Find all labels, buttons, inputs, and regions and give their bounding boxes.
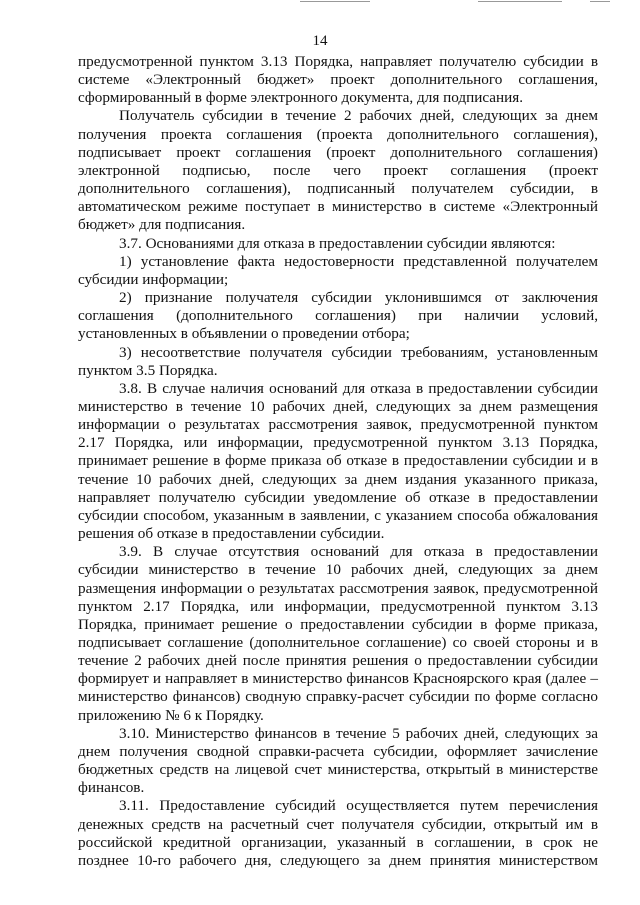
- paragraph-recipient-signing: Получатель субсидии в течение 2 рабочих дней, следующих за днем получения проекта соглашения (проекта дополнительного соглашения), подписывает проект соглашения (проект дополнительного соглашения) электронной подписью, после чего проект соглашения (проект дополнительного соглашения), подписанный получателем субсидии, в автоматическом режиме поступает в министерство в системе «Электронный бюджет» для подписания.: [78, 107, 598, 234]
- paragraph-3-10: 3.10. Министерство финансов в течение 5 рабочих дней, следующих за днем получения сводной справки-расчета субсидии, оформляет зачисление бюджетных средств на лицевой счет министерства, открытый в министерстве финансов.: [78, 724, 598, 797]
- list-item-3: 3) несоответствие получателя субсидии требованиям, установленным пунктом 3.5 Порядка.: [78, 343, 598, 379]
- list-item-1: 1) установление факта недостоверности представленной получателем субсидии информации;: [78, 252, 598, 288]
- list-item-2: 2) признание получателя субсидии уклонившимся от заключения соглашения (дополнительного соглашения) при наличии условий, установленных в объявлении о проведении отбора;: [78, 289, 598, 343]
- paragraph-3-8: 3.8. В случае наличия оснований для отказа в предоставлении субсидии министерство в течение 10 рабочих дней, следующих за днем размещения информации о результатах рассмотрения заявок, предусмотренной пунктом 2.17 Порядка, или информации, предусмотренной пунктом 3.13 Порядка, принимает решение в форме приказа об отказе в предоставлении субсидии и в течение 10 рабочих дней, следующих за днем издания указанного приказа, направляет получателю субсидии уведомление об отказе в предоставлении субсидии способом, указанным в заявлении, с указанием способа обжалования решения об отказе в предоставлении субсидии.: [78, 379, 598, 543]
- document-body: [78, 53, 598, 870]
- paragraph-3-11: 3.11. Предоставление субсидий осуществляется путем перечисления денежных средств на расчетный счет получателя субсидии, открытый им в российской кредитной организации, указанный в соглашении, в срок не позднее 10-го рабочего дня, следующего за днем принятия министерством: [78, 797, 598, 869]
- top-edge-marks: [0, 0, 640, 6]
- page-number: 14: [312, 33, 328, 49]
- paragraph-3-9: 3.9. В случае отсутствия оснований для отказа в предоставлении субсидии министерство в течение 10 рабочих дней, следующих за днем размещения информации о результатах рассмотрения заявок, предусмотренной пунктом 2.17 Порядка, или информации, предусмотренной пунктом 3.13 Порядка, принимает решение о предоставлении субсидии в форме приказа, подписывает соглашение (дополнительное соглашение) со своей стороны и в течение 2 рабочих дней после принятия решения о предоставлении субсидии формирует и направляет в министерство финансов Красноярского края (далее – министерство финансов) сводную справку-расчет субсидии по форме согласно приложению № 6 к Порядку.: [78, 543, 598, 724]
- paragraph-continuation: предусмотренной пунктом 3.13 Порядка, направляет получателю субсидии в системе «Электронный бюджет» проект дополнительного соглашения, сформированный в форме электронного документа, для подписания.: [78, 53, 598, 107]
- paragraph-3-7-heading: 3.7. Основаниями для отказа в предоставлении субсидии являются:: [119, 234, 556, 252]
